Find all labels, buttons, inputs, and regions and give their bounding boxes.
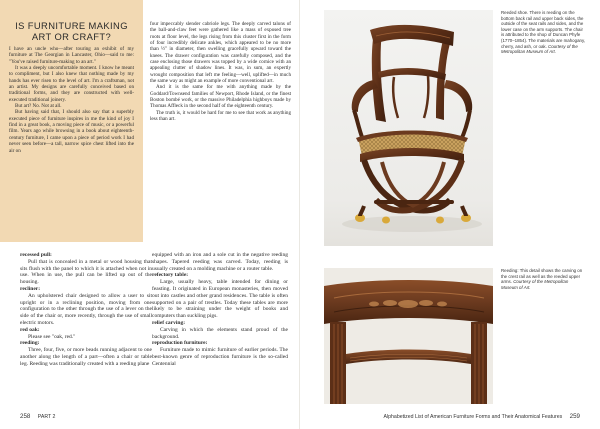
detail-caption bbox=[501, 268, 586, 290]
caption-credit: Courtesy of the Metropolitan Museum of Art. bbox=[501, 43, 578, 55]
folio-right bbox=[384, 413, 580, 420]
glossary-term: refectory table: bbox=[152, 272, 189, 279]
page-number: 258 bbox=[20, 413, 31, 420]
sidebar-title: IS FURNITURE MAKING ART OR CRAFT? bbox=[15, 20, 128, 42]
sidebar-paragraph: But art? No. Not at all. bbox=[15, 103, 62, 110]
sidebar-paragraph: It was a deeply uncomfortable moment. I know he meant to compliment, but I also knew that nothing made by my hands has ever risen to the level of art. I'm a craftsman, not an artist. My designs are carefully conceived based on traditional forms, and they are constructed with well-executed traditional joinery. bbox=[9, 65, 134, 103]
crest-rail-detail-photo bbox=[324, 268, 493, 404]
sidebar-continued bbox=[150, 0, 291, 242]
glossary-definition: Three, four, five, or more beads running adjacent to one another along the length of a part—often a chair or table leg. Reeding was traditionally created with a reeding plane bbox=[20, 347, 152, 367]
glossary-definition: equipped with an iron and a sole cut in the negative reeding shapes. Tapered reeding was carved. Today, reeding is usually created on a molding machine or a router table. bbox=[152, 252, 288, 272]
section-label: PART 2 bbox=[37, 414, 56, 420]
sidebar-paragraph: I have an uncle who—after touring an exhibit of my furniture at The Georgian in Lancaster, Ohio—said to me: "You've raised furniture-making to an art." bbox=[9, 46, 134, 65]
sidebar-paragraph: four impeccably slender cabriole legs. The deeply carved talons of the ball-and-claw feet were gathered like a mass of exposed tree roots at floor level, the legs rising from this cluster first in the form of four incredibly delicate ankles, which appeared to be no more than ½" in diameter, then swelling gracefully upward toward the knees. The drawer configuration was carefully composed, and the case enclosing those drawers was topped by a wide cornice with an appealing clutter of shadow lines. It was, in sum, an expertly wrought composition that left me feeling—well, uplifted—in much the same way as might an example of more conventional art. bbox=[150, 21, 291, 85]
right-page bbox=[300, 0, 600, 429]
glossary-term: reproduction furniture: bbox=[152, 340, 208, 347]
glossary-definition: Please see "oak, red." bbox=[28, 333, 76, 340]
sidebar-box bbox=[0, 0, 143, 242]
glossary-term: recessed pull: bbox=[20, 252, 52, 258]
glossary-column-2 bbox=[152, 252, 288, 412]
running-title: Alphabetized List of American Furniture Forms and Their Anatomical Features bbox=[383, 414, 563, 420]
chair-photo bbox=[324, 10, 493, 246]
glossary-term: relief carving: bbox=[152, 319, 186, 326]
sidebar-paragraph: And it is the same for me with anything made by the Goddard/Townsend families of Newport, Rhode Island, or the finest Boston bombé work, or the massive Philadelphia highboys made by Thomas Affleck in the second half of the eighteenth century. bbox=[150, 84, 291, 110]
sidebar-paragraph: But having said that, I should also say that a superbly executed piece of furniture inspires in me the kind of joy I find in a great book, a moving piece of music, or a powerful film. Years ago while browsing in a book about eighteenth-century furniture, I came upon a piece of period work I had never seen before—a tall, narrow spice chest lifted into the air on bbox=[9, 109, 134, 154]
chair-illustration bbox=[324, 10, 493, 246]
glossary-definition: Carving in which the elements stand proud of the background. bbox=[152, 326, 288, 340]
glossary-definition: An upholstered chair designed to allow a user to sit upright or in a reclining position, moving from one configuration to the other through the use of a lever on the side of the chair or, more recently, through the use of small electric motors. bbox=[20, 292, 152, 326]
folio-left bbox=[20, 413, 55, 420]
page-number: 259 bbox=[569, 413, 580, 420]
glossary-term: recliner: bbox=[20, 285, 41, 292]
glossary-column-1 bbox=[20, 252, 152, 412]
glossary-term: reeding: bbox=[20, 340, 40, 347]
glossary-term: red oak: bbox=[20, 326, 40, 333]
caption-credit: Courtesy of the Metropolitan Museum of Art. bbox=[501, 279, 569, 290]
crest-rail-illustration bbox=[324, 268, 493, 404]
chair-caption bbox=[501, 10, 586, 55]
sidebar-paragraph: The truth is, it would be hard for me to see that work as anything less than art. bbox=[150, 109, 291, 123]
sidebar-text bbox=[9, 46, 134, 154]
glossary-definition: Pull that is concealed in a metal or wood housing that sits flush with the panel to which it is attached when not in use. When in use, the pull can be lifted up out of the housing. bbox=[20, 258, 152, 286]
caption-text: Reeded shoe. There is reeding on the bottom back rail and upper back sides, the outside of the seat rails and sides, and the lower case on the arm supports. The chair is attributed to the shop of Duncan Phyfe (1770–1854). The materials are mahogany, cherry, and ash, or oak. bbox=[501, 10, 586, 49]
glossary-definition: Large, usually heavy, table intended for dining or feasting. It originated in European monasteries, then moved out into castles and other grand residences. The table is often supported on a pair of trestles. Today these tables are more likely to be straining under the weight of books and computers than suckling pigs. bbox=[152, 279, 288, 320]
caption-text: Reeding: This detail shows the carving on the crest rail as well as the reeded upper arms. bbox=[501, 268, 583, 285]
glossary-definition: Furniture made to mimic furniture of earlier periods. The best-known genre of reproduction furniture is the so-called Centennial bbox=[152, 347, 288, 367]
